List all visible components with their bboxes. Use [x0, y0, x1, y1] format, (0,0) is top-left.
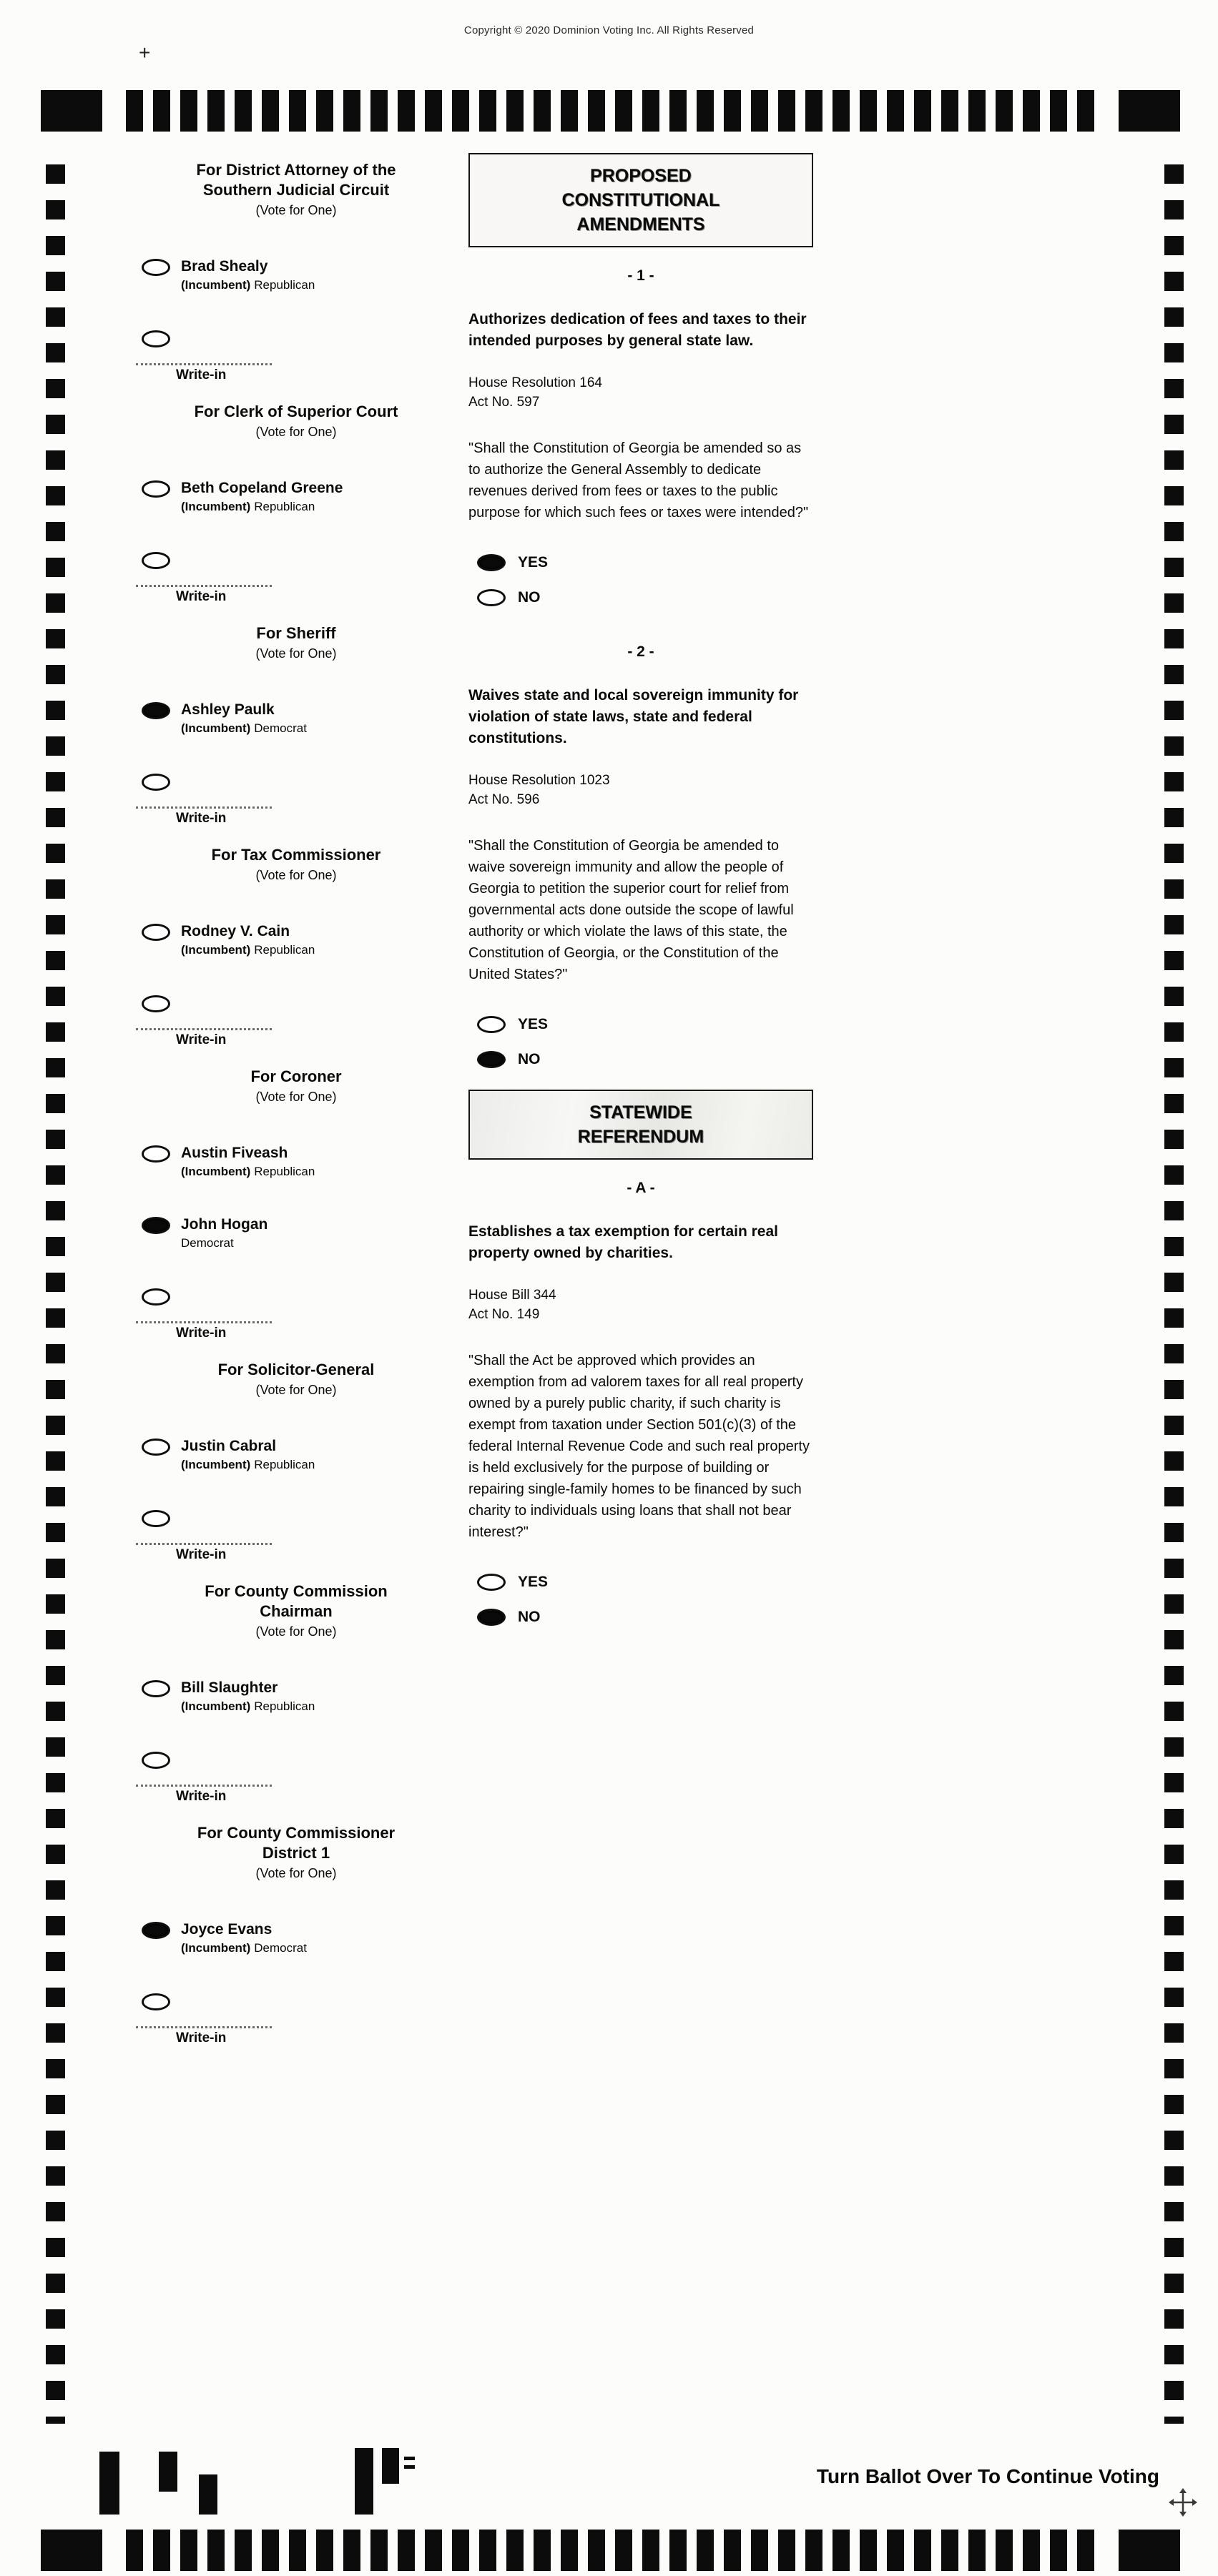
measure-number: - 2 - — [627, 643, 654, 660]
contest-solicitor-general — [136, 1360, 456, 1563]
write-in-line[interactable] — [136, 363, 272, 365]
candidate-option[interactable] — [136, 1216, 456, 1250]
write-in-option[interactable] — [136, 1288, 456, 1306]
vote-for-instruction: (Vote for One) — [255, 1624, 337, 1639]
statewide-referendum-header: STATEWIDE REFERENDUM — [468, 1090, 813, 1160]
choice-oval[interactable] — [477, 1051, 506, 1068]
write-in-line[interactable] — [136, 585, 272, 587]
turn-ballot-over-text: Turn Ballot Over To Continue Voting — [816, 2465, 1159, 2487]
alignment-mark — [159, 2452, 177, 2492]
candidate-option[interactable] — [136, 258, 456, 292]
measure-references: House Resolution 1023 Act No. 596 — [468, 773, 610, 807]
candidate-text — [181, 1438, 315, 1472]
contest-title: For Sheriff — [256, 624, 336, 642]
timing-corner-block — [1119, 2530, 1180, 2571]
party-label: Republican — [254, 278, 315, 292]
write-in-line[interactable] — [136, 1321, 272, 1323]
candidate-party — [181, 278, 315, 292]
measure-option-no[interactable] — [468, 1608, 813, 1626]
timing-corner-block — [1119, 90, 1180, 132]
timing-marks-left — [46, 164, 65, 2424]
choice-oval[interactable] — [142, 924, 170, 941]
incumbent-label: (Incumbent) — [181, 1165, 251, 1178]
write-in-area — [136, 1543, 456, 1563]
measure-option-no[interactable] — [468, 588, 813, 606]
timing-corner-block — [41, 2530, 102, 2571]
write-in-area — [136, 363, 456, 383]
alignment-mark — [355, 2448, 373, 2515]
write-in-option[interactable] — [136, 1751, 456, 1769]
candidate-party — [181, 1699, 315, 1714]
choice-oval[interactable] — [477, 589, 506, 606]
contest-title: For County Commission Chairman — [205, 1582, 388, 1620]
candidate-option[interactable] — [136, 1438, 456, 1472]
write-in-option[interactable] — [136, 1993, 456, 2010]
measure-option-no[interactable] — [468, 1050, 813, 1068]
contest-sheriff — [136, 623, 456, 826]
write-in-area — [136, 1028, 456, 1048]
choice-oval[interactable] — [142, 1438, 170, 1456]
write-in-oval[interactable] — [142, 995, 170, 1012]
party-label: Republican — [254, 1458, 315, 1471]
candidate-name: Beth Copeland Greene — [181, 480, 343, 496]
alignment-mark — [99, 2452, 119, 2515]
contest-title: For Coroner — [250, 1067, 342, 1085]
measure-references: House Resolution 164 Act No. 597 — [468, 375, 602, 410]
timing-marks-right — [1164, 164, 1184, 2424]
choice-oval[interactable] — [142, 1217, 170, 1234]
move-cursor-icon — [1167, 2487, 1199, 2522]
candidate-party — [181, 1236, 267, 1250]
measure-number: - A - — [627, 1180, 655, 1196]
candidate-party — [181, 500, 343, 514]
measure-references: House Bill 344 Act No. 149 — [468, 1288, 556, 1322]
write-in-line[interactable] — [136, 1785, 272, 1787]
measures-column — [468, 153, 813, 1626]
candidate-name: Justin Cabral — [181, 1438, 277, 1454]
candidate-party — [181, 943, 315, 957]
candidate-text — [181, 923, 315, 957]
write-in-oval[interactable] — [142, 1993, 170, 2010]
candidate-option[interactable] — [136, 480, 456, 514]
option-label: YES — [518, 1015, 549, 1032]
measure-summary: Waives state and local sovereign immunity for violation of state laws, state and federal constitutions. — [468, 687, 799, 746]
write-in-area — [136, 806, 456, 826]
choice-oval[interactable] — [142, 480, 170, 498]
write-in-oval[interactable] — [142, 1510, 170, 1527]
incumbent-label: (Incumbent) — [181, 500, 251, 513]
write-in-label: Write-in — [176, 1789, 227, 1804]
contests-column — [136, 160, 456, 2065]
candidate-party — [181, 721, 307, 736]
choice-oval[interactable] — [142, 1145, 170, 1163]
party-label: Republican — [254, 1699, 315, 1713]
incumbent-label: (Incumbent) — [181, 943, 251, 957]
measure-question: "Shall the Act be approved which provides an exemption from ad valorem taxes for all real property owned by a purely public charity, if such charity is exempt from taxation under Section 501(c)(3) of the federal Internal Revenue Code and such real property is held exclusively for the purpose of building or repairing single-family homes to be financed by such charity to individuals using loans that shall not bear interest?" — [468, 1353, 810, 1540]
write-in-option[interactable] — [136, 330, 456, 347]
option-label: YES — [518, 1573, 549, 1590]
proposed-amendments-header: PROPOSED CONSTITUTIONAL AMENDMENTS — [468, 153, 813, 247]
alignment-mark — [382, 2448, 399, 2484]
write-in-area — [136, 1785, 456, 1805]
option-label: NO — [518, 588, 541, 606]
vote-for-instruction: (Vote for One) — [255, 646, 337, 661]
contest-county-commissioner-district-1 — [136, 1823, 456, 2046]
write-in-oval[interactable] — [142, 552, 170, 569]
option-label: NO — [518, 1608, 541, 1625]
candidate-text — [181, 258, 315, 292]
write-in-line[interactable] — [136, 806, 272, 809]
incumbent-label: (Incumbent) — [181, 1458, 251, 1471]
write-in-label: Write-in — [176, 1547, 227, 1562]
contest-tax-commissioner — [136, 845, 456, 1048]
incumbent-label: (Incumbent) — [181, 278, 251, 292]
measure-option-yes[interactable] — [468, 1015, 813, 1033]
candidate-option[interactable] — [136, 1145, 456, 1179]
vote-for-instruction: (Vote for One) — [255, 868, 337, 882]
write-in-option[interactable] — [136, 1509, 456, 1527]
candidate-option[interactable] — [136, 1921, 456, 1955]
choice-oval[interactable] — [142, 702, 170, 719]
candidate-name: Rodney V. Cain — [181, 923, 290, 939]
write-in-label: Write-in — [176, 367, 227, 383]
candidate-name: Ashley Paulk — [181, 701, 275, 718]
timing-marks-top — [126, 90, 1097, 132]
candidate-text — [181, 1679, 315, 1714]
measure-summary: Authorizes dedication of fees and taxes to their intended purposes by general state law. — [468, 311, 807, 349]
candidate-text — [181, 701, 307, 736]
write-in-option[interactable] — [136, 995, 456, 1012]
choice-oval[interactable] — [477, 1609, 506, 1626]
choice-oval[interactable] — [142, 1680, 170, 1697]
party-label: Republican — [254, 1165, 315, 1178]
candidate-text — [181, 1216, 267, 1250]
alignment-mark — [404, 2465, 415, 2469]
contest-title: For Tax Commissioner — [211, 846, 381, 864]
candidate-name: John Hogan — [181, 1216, 268, 1233]
incumbent-label: (Incumbent) — [181, 1941, 251, 1955]
candidate-option[interactable] — [136, 701, 456, 736]
contest-coroner — [136, 1067, 456, 1341]
choice-oval[interactable] — [142, 1922, 170, 1939]
vote-for-instruction: (Vote for One) — [255, 1866, 337, 1880]
contest-title: For Clerk of Superior Court — [194, 403, 398, 420]
alignment-mark — [199, 2474, 217, 2515]
write-in-oval[interactable] — [142, 330, 170, 347]
write-in-oval[interactable] — [142, 1752, 170, 1769]
copyright-text: Copyright © 2020 Dominion Voting Inc. All Rights Reserved — [463, 24, 755, 36]
choice-oval[interactable] — [477, 554, 506, 571]
write-in-area — [136, 585, 456, 605]
incumbent-label: (Incumbent) — [181, 721, 251, 735]
choice-oval[interactable] — [142, 259, 170, 276]
candidate-text — [181, 1145, 315, 1179]
vote-for-instruction: (Vote for One) — [255, 203, 337, 217]
party-label: Democrat — [254, 721, 307, 735]
registration-plus-mark: + — [139, 41, 151, 64]
measure-number: - 1 - — [627, 267, 654, 284]
timing-marks-bottom — [126, 2530, 1097, 2571]
alignment-mark — [404, 2457, 415, 2460]
measure-option-yes[interactable] — [468, 553, 813, 571]
candidate-text — [181, 1921, 307, 1955]
option-label: YES — [518, 553, 549, 571]
write-in-label: Write-in — [176, 811, 227, 826]
candidate-party — [181, 1941, 307, 1955]
vote-for-instruction: (Vote for One) — [255, 425, 337, 439]
write-in-oval[interactable] — [142, 774, 170, 791]
measure-question: "Shall the Constitution of Georgia be amended to waive sovereign immunity and allow the people of Georgia to petition the superior court for relief from governmental acts done outside the scope of lawful authority or which violate the laws of this state, the Constitution of Georgia, or the Constitution of the United States?" — [468, 838, 794, 982]
party-label: Republican — [254, 500, 315, 513]
incumbent-label: (Incumbent) — [181, 1699, 251, 1713]
contest-district-attorney — [136, 160, 456, 383]
candidate-party — [181, 1458, 315, 1472]
contest-county-commission-chairman — [136, 1581, 456, 1805]
choice-oval[interactable] — [477, 1574, 506, 1591]
party-label: Democrat — [181, 1236, 234, 1250]
write-in-area — [136, 2026, 456, 2046]
write-in-line[interactable] — [136, 1028, 272, 1030]
party-label: Republican — [254, 943, 315, 957]
timing-corner-block — [41, 90, 102, 132]
write-in-label: Write-in — [176, 1032, 227, 1047]
write-in-line[interactable] — [136, 2026, 272, 2028]
write-in-option[interactable] — [136, 551, 456, 569]
measure-option-yes[interactable] — [468, 1573, 813, 1591]
vote-for-instruction: (Vote for One) — [255, 1090, 337, 1104]
write-in-area — [136, 1321, 456, 1341]
candidate-name: Bill Slaughter — [181, 1679, 278, 1696]
contest-title: For County Commissioner District 1 — [197, 1824, 396, 1862]
candidate-name: Austin Fiveash — [181, 1145, 288, 1161]
write-in-oval[interactable] — [142, 1288, 170, 1306]
option-label: NO — [518, 1050, 541, 1067]
write-in-line[interactable] — [136, 1543, 272, 1545]
measure-summary: Establishes a tax exemption for certain real property owned by charities. — [468, 1223, 779, 1261]
vote-for-instruction: (Vote for One) — [255, 1383, 337, 1397]
write-in-label: Write-in — [176, 1326, 227, 1341]
candidate-option[interactable] — [136, 923, 456, 957]
contest-title: For Solicitor-General — [217, 1361, 375, 1378]
candidate-name: Brad Shealy — [181, 258, 268, 275]
candidate-name: Joyce Evans — [181, 1921, 272, 1938]
write-in-label: Write-in — [176, 2030, 227, 2045]
contest-clerk-superior-court — [136, 402, 456, 605]
choice-oval[interactable] — [477, 1016, 506, 1033]
measure-question: "Shall the Constitution of Georgia be amended so as to authorize the General Assembly to dedicate revenues derived from fees or taxes to the public purpose for which such fees or taxes were intended?" — [468, 440, 809, 520]
candidate-option[interactable] — [136, 1679, 456, 1714]
party-label: Democrat — [254, 1941, 307, 1955]
contest-title: For District Attorney of the Southern Judicial Circuit — [196, 161, 396, 199]
write-in-label: Write-in — [176, 589, 227, 604]
write-in-option[interactable] — [136, 773, 456, 791]
candidate-text — [181, 480, 343, 514]
candidate-party — [181, 1165, 315, 1179]
